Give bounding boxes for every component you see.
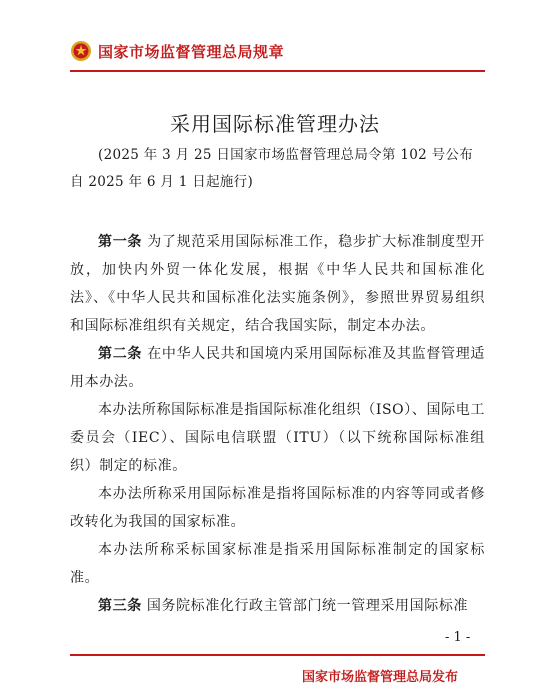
promulgation-note-line1: (2025 年 3 月 25 日国家市场监督管理总局令第 102 号公布	[98, 147, 473, 163]
footer-publisher: 国家市场监督管理总局发布	[302, 670, 459, 685]
paragraph-definition-adopted-standard	[70, 536, 485, 592]
paragraph-article-1	[70, 228, 485, 340]
article-number: 第三条	[98, 598, 142, 614]
article-number: 第二条	[98, 346, 143, 362]
paragraph-definition-adoption	[70, 480, 485, 536]
paragraph-text: 本办法所称国际标准是指国际标准化组织（ISO）、国际电工委员会（IEC）、国际电信联盟（ITU）（以下统称国际标准组织）制定的标准。	[70, 402, 485, 474]
header-title: 国家市场监督管理总局规章	[98, 42, 285, 61]
header-divider	[70, 70, 485, 72]
page-number: - 1 -	[445, 630, 471, 645]
paragraph-text: 本办法所称采标国家标准是指采用国际标准制定的国家标准。	[70, 542, 485, 586]
paragraph-article-3	[70, 592, 485, 620]
paragraph-text: 为了规范采用国际标准工作，稳步扩大标准制度型开放，加快内外贸一体化发展，根据《中华人民共和国标准化法》、《中华人民共和国标准化法实施条例》，参照世界贸易组织和国际标准组织有关规定，结合我国实际，制定本办法。	[70, 234, 485, 334]
paragraph-article-2	[70, 340, 485, 396]
page-header	[70, 40, 284, 62]
paragraph-text: 国务院标准化行政主管部门统一管理采用国际标准	[141, 598, 469, 614]
article-number: 第一条	[98, 234, 143, 250]
footer-divider	[70, 654, 485, 656]
national-emblem-icon	[70, 40, 92, 62]
paragraph-text: 本办法所称采用国际标准是指将国际标准的内容等同或者修改转化为我国的国家标准。	[70, 486, 485, 530]
promulgation-note-line2: 自 2025 年 6 月 1 日起施行)	[70, 174, 254, 190]
paragraph-text: 在中华人民共和国境内采用国际标准及其监督管理适用本办法。	[70, 346, 485, 390]
document-title: 采用国际标准管理办法	[170, 112, 380, 136]
paragraph-definition-international-standard	[70, 396, 485, 480]
